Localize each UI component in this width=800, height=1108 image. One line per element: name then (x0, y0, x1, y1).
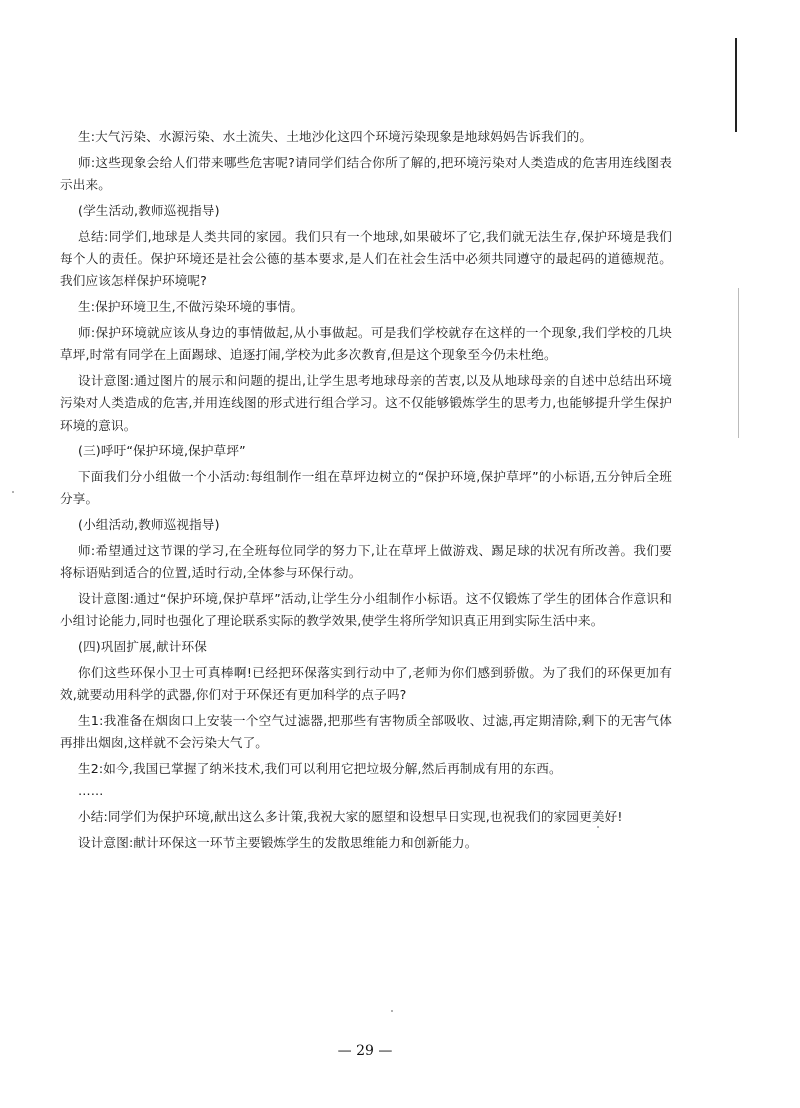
page-number: — 29 — (337, 1043, 393, 1059)
paragraph: 设计意图:献计环保这一环节主要锻炼学生的发散思维能力和创新能力。 (78, 834, 478, 850)
section-heading: (四)巩固扩展,献计环保 (78, 639, 207, 655)
ellipsis: …… (78, 783, 104, 799)
scan-speck (391, 1010, 393, 1012)
paragraph: 你们这些环保小卫士可真棒啊!已经把环保落实到行动中了,老师为你们感到骄傲。为了我们的环保更加有效,就要动用科学的武器,你们对于环保还有更加科学的点子吗? (60, 665, 672, 703)
paragraph: 设计意图:通过图片的展示和问题的提出,让学生思考地球母亲的苦衷,以及从地球母亲的自述中总结出环境污染对人类造成的危害,并用连线图的形式进行组合学习。这不仅能够锻炼学生的思考力,也能够提升学生保护环境的意识。 (60, 372, 672, 433)
paragraph: (学生活动,教师巡视指导) (78, 202, 220, 218)
paragraph: 师:保护环境就应该从身边的事情做起,从小事做起。可是我们学校就存在这样的一个现象,我们学校的几块草坪,时常有同学在上面踢球、追逐打闹,学校为此多次教育,但是这个现象至今仍未杜绝。 (60, 324, 672, 363)
paragraph: 生2:如今,我国已掌握了纳米技术,我们可以利用它把垃圾分解,然后再制成有用的东西。 (78, 761, 562, 777)
paragraph: 师:这些现象会给人们带来哪些危害呢?请同学们结合你所了解的,把环境污染对人类造成的危害用连线图表示出来。 (60, 154, 672, 193)
paragraph: 小结:同学们为保护环境,献出这么多计策,我祝大家的愿望和设想早日实现,也祝我们的家园更美好! (78, 809, 623, 825)
margin-rule (735, 38, 737, 132)
margin-rule-faint (738, 288, 739, 438)
scan-speck (12, 491, 14, 493)
body-text (60, 126, 672, 858)
section-heading: (三)呼吁“保护环境,保护草坪” (78, 443, 246, 459)
paragraph: 师:希望通过这节课的学习,在全班每位同学的努力下,让在草坪上做游戏、踢足球的状况有所改善。我们要将标语贴到适合的位置,适时行动,全体参与环保行动。 (60, 543, 672, 581)
paragraph: 设计意图:通过“保护环境,保护草坪”活动,让学生分小组制作小标语。这不仅锻炼了学生的团体合作意识和小组讨论能力,同时也强化了理论联系实际的教学效果,使学生将所学知识真正用到实际生活中来。 (60, 591, 672, 629)
paragraph: 生:大气污染、水源污染、水土流失、土地沙化这四个环境污染现象是地球妈妈告诉我们的。 (78, 129, 593, 144)
paragraph: 总结:同学们,地球是人类共同的家园。我们只有一个地球,如果破坏了它,我们就无法生存,保护环境是我们每个人的责任。保护环境还是社会公德的基本要求,是人们在社会生活中必须共同遵守的最起码的道德规范。我们应该怎样保护环境呢? (60, 228, 672, 289)
paragraph: 生:保护环境卫生,不做污染环境的事情。 (78, 299, 304, 315)
paragraph: 下面我们分小组做一个小活动:每组制作一组在草坪边树立的“保护环境,保护草坪”的小标语,五分钟后全班分享。 (60, 469, 672, 507)
paragraph: 生1:我准备在烟囱口上安装一个空气过滤器,把那些有害物质全部吸收、过滤,再定期清除,剩下的无害气体再排出烟囱,这样就不会污染大气了。 (60, 713, 672, 751)
paragraph: (小组活动,教师巡视指导) (78, 517, 220, 533)
